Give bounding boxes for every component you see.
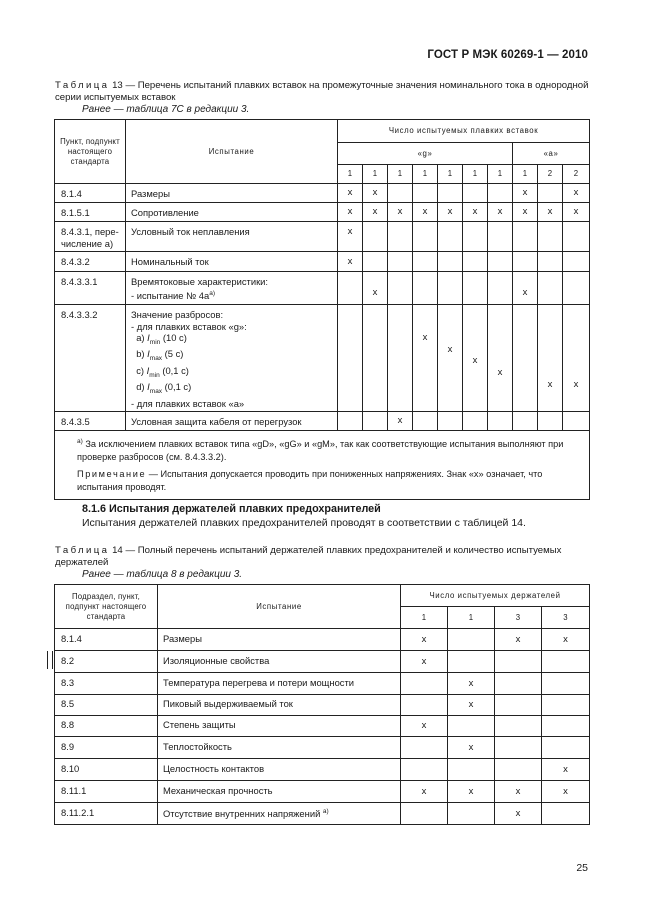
row-test: Номинальный ток: [126, 252, 338, 272]
table13-count: 1: [388, 165, 413, 184]
test-mark: [463, 184, 488, 203]
test-mark: [448, 716, 495, 737]
table14-head-test: Испытание: [158, 585, 401, 629]
test-mark: [495, 737, 542, 759]
test-mark: x: [413, 305, 438, 412]
test-mark: x: [488, 203, 513, 222]
table13-count: 1: [363, 165, 388, 184]
test-mark: [542, 673, 590, 695]
table14-head-point: Подраздел, пункт, подпункт настоящего стандарта: [55, 585, 158, 629]
section-title: 8.1.6 Испытания держателей плавких предохранителей: [82, 503, 381, 515]
row-point: 8.8: [55, 716, 158, 737]
test-mark: [401, 759, 448, 781]
document-header: ГОСТ Р МЭК 60269-1 — 2010: [427, 49, 588, 61]
test-mark: x: [513, 203, 538, 222]
test-mark: [542, 803, 590, 825]
table13-head-count: Число испытуемых плавких вставок: [338, 120, 590, 143]
table13-caption-text: — Перечень испытаний плавких вставок на промежуточные значения номинального тока в однородной серии испытуемых вставок: [55, 80, 589, 103]
row-test: [126, 272, 338, 305]
test-mark: [495, 673, 542, 695]
row-test: Условный ток неплавления: [126, 222, 338, 252]
test-mark: [495, 716, 542, 737]
row-point: 8.1.5.1: [55, 203, 126, 222]
test-mark: x: [401, 629, 448, 651]
item-value: (0,1 с): [164, 381, 192, 393]
table14-caption-number: 14: [112, 545, 123, 556]
item-value: (0,1 с): [162, 364, 189, 376]
test-mark: [438, 184, 463, 203]
test-mark: x: [542, 759, 590, 781]
row-point-line: числение а): [61, 237, 114, 249]
row-point: 8.9: [55, 737, 158, 759]
change-bar: [47, 651, 53, 669]
test-mark: [448, 803, 495, 825]
row-test: [158, 803, 401, 825]
table-row: [55, 272, 590, 305]
table13-head-test: Испытание: [126, 120, 338, 184]
table-row: [55, 629, 590, 651]
table-row: [55, 695, 590, 716]
table14-count: 3: [542, 607, 590, 629]
test-mark: x: [463, 203, 488, 222]
row-point: 8.4.3.3.2: [55, 305, 126, 412]
test-mark: x: [495, 803, 542, 825]
page-number: 25: [576, 862, 588, 874]
test-mark: [495, 651, 542, 673]
note-text: — Испытания допускается проводить при пониженных напряжениях. Знак «х» означает, что испытания проводят.: [77, 469, 543, 493]
row-point-line: 8.4.3.1, пере-: [61, 226, 119, 237]
table13-count: 1: [438, 165, 463, 184]
row-point: [55, 222, 126, 252]
row-point: 8.11.2.1: [55, 803, 158, 825]
row-test: Теплостойкость: [158, 737, 401, 759]
table13-count: 2: [538, 165, 563, 184]
table13-group-g: «g»: [338, 143, 513, 165]
note-label: Примечание: [77, 469, 147, 480]
test-mark: x: [538, 203, 563, 222]
row-test: Размеры: [126, 184, 338, 203]
test-mark: [448, 629, 495, 651]
current-symbol: I: [146, 364, 150, 376]
row-point: 8.4.3.3.1: [55, 272, 126, 305]
footnote-ref: a): [322, 807, 329, 815]
table-row: [55, 651, 590, 673]
table-row: [55, 803, 590, 825]
test-mark: x: [338, 252, 363, 272]
footnote-mark: a): [77, 438, 83, 445]
test-mark: x: [538, 305, 563, 412]
test-mark: [542, 737, 590, 759]
test-mark: [495, 695, 542, 716]
table14-caption-label: Таблица: [55, 545, 110, 556]
test-mark: x: [448, 737, 495, 759]
table13-earlier-edition: Ранее — таблица 7С в редакции 3.: [82, 104, 250, 115]
row-point: 8.4.3.5: [55, 412, 126, 431]
table13-caption: [55, 80, 590, 104]
table13: [54, 119, 590, 500]
table13-caption-label: Таблица: [55, 80, 110, 91]
table14-caption: [55, 545, 590, 569]
table14-earlier-edition: Ранее — таблица 8 в редакции 3.: [82, 569, 243, 580]
test-mark: x: [438, 203, 463, 222]
test-mark: x: [413, 203, 438, 222]
table13-count: 1: [513, 165, 538, 184]
table13-notes: [55, 431, 590, 500]
table-row: [55, 737, 590, 759]
test-mark: [448, 759, 495, 781]
item-prefix: d): [136, 381, 145, 393]
test-mark: x: [488, 305, 513, 412]
test-mark: x: [495, 629, 542, 651]
row-test: Условная защита кабеля от перегрузок: [126, 412, 338, 431]
test-mark: x: [448, 781, 495, 803]
row-test: Целостность контактов: [158, 759, 401, 781]
current-symbol: I: [147, 381, 150, 393]
table-row: [55, 759, 590, 781]
test-mark: [542, 695, 590, 716]
table13-count: 1: [488, 165, 513, 184]
test-mark: x: [513, 272, 538, 305]
test-mark: x: [401, 716, 448, 737]
test-mark: x: [388, 203, 413, 222]
table13-head-point: Пункт, подпункт настоящего стандарта: [55, 120, 126, 184]
row-point: 8.1.4: [55, 184, 126, 203]
row-point: 8.3: [55, 673, 158, 695]
current-subscript: max: [149, 355, 163, 363]
table-row: [55, 781, 590, 803]
test-mark: x: [363, 184, 388, 203]
test-mark: x: [388, 412, 413, 431]
current-subscript: max: [149, 388, 163, 395]
test-mark: [495, 759, 542, 781]
row-point: 8.10: [55, 759, 158, 781]
test-mark: [401, 673, 448, 695]
row-test: Температура перегрева и потери мощности: [158, 673, 401, 695]
test-mark: [401, 695, 448, 716]
item-prefix: a): [136, 332, 145, 343]
row-test-line: - для плавких вставок «g»:: [131, 320, 247, 332]
test-mark: x: [563, 305, 590, 412]
item-prefix: b): [136, 348, 145, 360]
row-test: Степень защиты: [158, 716, 401, 737]
row-point: 8.11.1: [55, 781, 158, 803]
table-row: [55, 222, 590, 252]
footnote-text: За исключением плавких вставок типа «gD», «gG» и «gM», так как соответствующие испытания выполняют при проверке разбросов (см. 8.4.3.3.2).: [77, 439, 564, 463]
current-symbol: I: [147, 348, 150, 360]
test-mark: [538, 184, 563, 203]
table-row: [55, 184, 590, 203]
table14-caption-text: — Полный перечень испытаний держателей плавких предохранителей и количество испытуемых держателей: [55, 545, 562, 568]
table13-count: 1: [338, 165, 363, 184]
table-row: [55, 412, 590, 431]
test-mark: [388, 184, 413, 203]
table13-footnote: [61, 435, 581, 464]
test-mark: x: [338, 203, 363, 222]
row-point: 8.2: [55, 651, 158, 673]
table-row: [55, 252, 590, 272]
test-mark: x: [542, 781, 590, 803]
row-test: Механическая прочность: [158, 781, 401, 803]
test-mark: x: [401, 781, 448, 803]
item-value: (5 с): [164, 348, 184, 360]
test-mark: [448, 651, 495, 673]
table13-note: [61, 468, 581, 494]
test-mark: [401, 803, 448, 825]
current-symbol: I: [147, 332, 150, 343]
item-prefix: c): [136, 364, 145, 376]
footnote-ref: a): [209, 289, 215, 297]
table-row: [55, 203, 590, 222]
table13-group-a: «a»: [513, 143, 590, 165]
current-subscript: min: [149, 371, 160, 379]
row-test-line: Значение разбросов:: [131, 309, 224, 320]
table13-count: 2: [563, 165, 590, 184]
row-test: [126, 305, 338, 412]
test-mark: [542, 716, 590, 737]
test-mark: x: [338, 222, 363, 252]
test-mark: x: [448, 673, 495, 695]
table-row: [55, 305, 590, 412]
row-test: Пиковый выдерживаемый ток: [158, 695, 401, 716]
table-row: [55, 716, 590, 737]
row-test-line: Времятоковые характеристики:: [131, 276, 269, 287]
row-point: 8.5: [55, 695, 158, 716]
table13-count: 1: [413, 165, 438, 184]
test-mark: x: [363, 272, 388, 305]
row-test: Изоляционные свойства: [158, 651, 401, 673]
test-mark: x: [542, 629, 590, 651]
test-mark: x: [448, 695, 495, 716]
test-mark: x: [363, 203, 388, 222]
table14: [54, 584, 590, 825]
row-point: 8.1.4: [55, 629, 158, 651]
test-mark: [542, 651, 590, 673]
table13-count: 1: [463, 165, 488, 184]
test-mark: [413, 184, 438, 203]
test-mark: [401, 737, 448, 759]
test-mark: [488, 184, 513, 203]
test-mark: x: [438, 305, 463, 412]
table14-count: 1: [401, 607, 448, 629]
item-value: (10 с): [162, 332, 187, 343]
test-mark: x: [463, 305, 488, 412]
row-test: Размеры: [158, 629, 401, 651]
test-mark: x: [495, 781, 542, 803]
row-test-text: Отсутствие внутренних напряжений: [163, 807, 321, 819]
table-row: [55, 673, 590, 695]
test-mark: x: [563, 184, 590, 203]
row-test-line: - испытание № 4а: [131, 289, 210, 301]
current-subscript: min: [149, 338, 161, 346]
table14-head-count: Число испытуемых держателей: [401, 585, 590, 607]
section-paragraph: Испытания держателей плавких предохранителей проводят в соответствии с таблицей 14.: [82, 517, 526, 529]
row-test-line: - для плавких вставок «а»: [131, 397, 245, 409]
test-mark: x: [513, 184, 538, 203]
table14-count: 1: [448, 607, 495, 629]
test-mark: x: [401, 651, 448, 673]
table13-caption-number: 13: [112, 80, 123, 91]
table14-count: 3: [495, 607, 542, 629]
test-mark: x: [338, 184, 363, 203]
test-mark: x: [563, 203, 590, 222]
row-test: Сопротивление: [126, 203, 338, 222]
row-point: 8.4.3.2: [55, 252, 126, 272]
